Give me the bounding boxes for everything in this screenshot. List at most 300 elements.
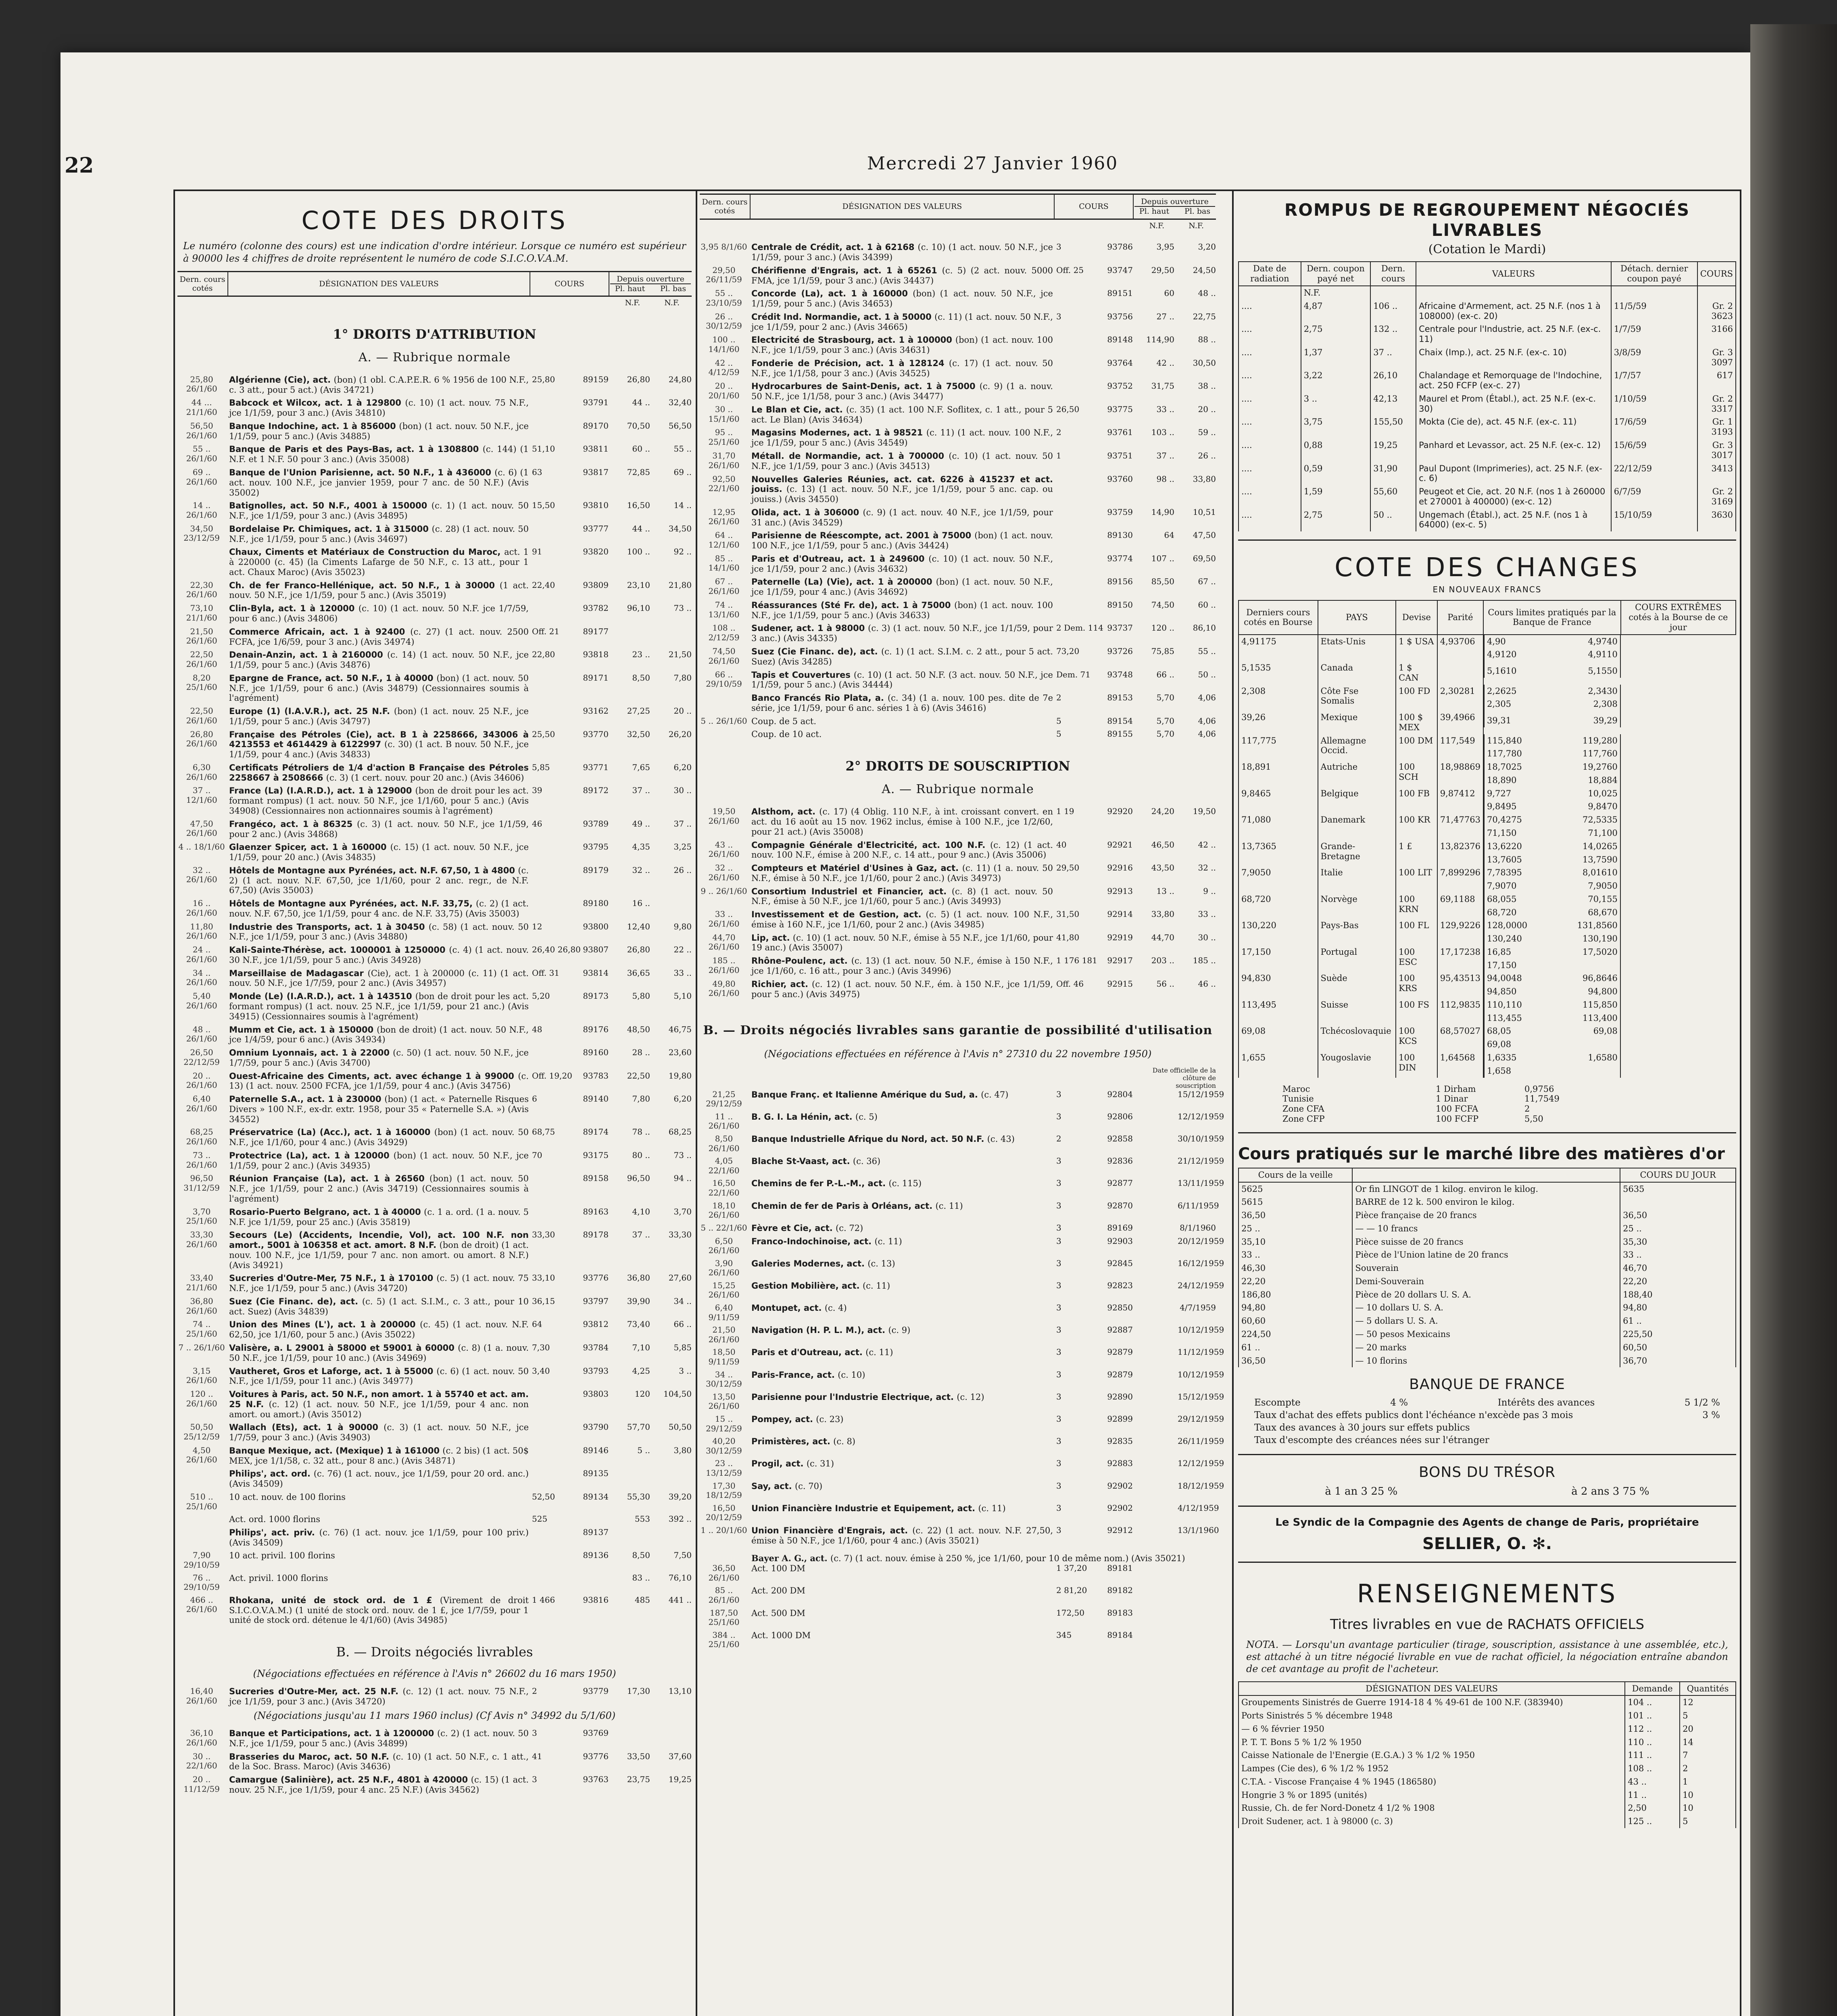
devise: 100 DM	[1396, 734, 1437, 761]
rens-demande: 110 ..	[1625, 1736, 1680, 1749]
extreme-low: 18,884	[1588, 775, 1618, 785]
last-quote: 3,90 26/1/60	[708, 1258, 740, 1278]
rens-name: Ports Sinistrés 5 % décembre 1948	[1239, 1709, 1625, 1722]
sicovam-code: 92917	[1107, 956, 1133, 966]
limit-low: 13,6220	[1487, 841, 1522, 851]
devise: 1 $ CAN	[1396, 661, 1437, 685]
designation	[229, 899, 529, 919]
cours-value: 525	[532, 1514, 548, 1524]
designation	[751, 1112, 1053, 1131]
extremes	[1484, 879, 1621, 893]
cours-veille: 22,20	[1239, 1275, 1352, 1288]
rens-header: Demande	[1625, 1682, 1680, 1696]
parite: 17,17238	[1437, 946, 1483, 972]
rens-demande: 108 ..	[1625, 1762, 1680, 1775]
zone-row	[1282, 1114, 1736, 1124]
high-value	[1136, 1156, 1174, 1175]
bons-value: 3 25 %	[1361, 1485, 1398, 1497]
empty-cell	[1611, 286, 1697, 300]
high-value: 83 ..	[632, 1572, 650, 1583]
extreme-high: 94,850	[1487, 987, 1517, 997]
high-value: 57,70	[627, 1422, 650, 1432]
low-value: 11/12/1959	[1178, 1347, 1224, 1357]
rens-demande: 101 ..	[1625, 1709, 1680, 1722]
security-name: Hôtels de Montagne aux Pyrénées, act. N.F. 33,75,	[229, 899, 476, 909]
high-value: 37 ..	[632, 785, 650, 796]
table-row	[177, 866, 692, 896]
security-detail: (c. 11)	[978, 1503, 1006, 1513]
high-value: 103 ..	[1151, 427, 1174, 437]
low-value: 66 ..	[673, 1319, 692, 1329]
last-quote: 14 .. 26/1/60	[186, 500, 217, 520]
changes-row	[1239, 1051, 1736, 1078]
cours-value: 22,40	[532, 580, 555, 590]
last-quote: 48 .. 26/1/60	[186, 1024, 217, 1044]
sicovam-code: 93764	[1107, 358, 1133, 368]
pays: Italie	[1318, 866, 1396, 893]
cours-cell	[532, 375, 609, 395]
security-detail: (c. 2 bis) (1 act. 50$ MEX, jce 1/1/58, c. 32 att., pour 8 anc.) (Avis 34871)	[229, 1445, 529, 1466]
last-quote: 74,50 26/1/60	[708, 646, 740, 666]
note-livrables-2: (Négociations jusqu'au 11 mars 1960 inclus) (Cf Avis n° 34992 du 5/1/60)	[253, 1710, 616, 1721]
designation	[751, 863, 1053, 883]
or-row	[1239, 1314, 1736, 1328]
detach-date: 11/5/59	[1611, 300, 1697, 323]
rompus-header: COURS	[1697, 262, 1736, 286]
security-detail: (c. 35) (1 act. 100 N.F. Soflitex, c. 1 att., pour 5 act. Le Blan) (Avis 34634)	[751, 404, 1053, 425]
last-quote: 20 .. 20/1/60	[708, 381, 740, 400]
rens-quantite: 2	[1680, 1762, 1736, 1775]
high-value: 36,65	[627, 968, 650, 978]
security-detail: (c. 11)	[862, 1281, 890, 1291]
sicovam-code: 92845	[1107, 1258, 1133, 1268]
security-name: Fonderie de Précision, act. 1 à 128124	[751, 358, 949, 368]
cours-cell	[1056, 863, 1133, 883]
designation	[751, 979, 1053, 1000]
table-row	[177, 1528, 692, 1548]
security-name: Parisienne de Réescompte, act. 2001 à 75000	[751, 531, 975, 541]
cours-cell	[532, 1174, 609, 1204]
security-detail: Act. 200 DM	[751, 1586, 805, 1596]
high-value: 56 ..	[1156, 979, 1174, 989]
sicovam-code: 89173	[583, 991, 609, 1001]
zone-row	[1282, 1084, 1736, 1094]
rens-row	[1239, 1749, 1736, 1762]
extreme-high: 17,150	[1487, 960, 1517, 970]
rompus-row	[1239, 369, 1736, 392]
zone-value: 5,50	[1524, 1114, 1543, 1124]
cours-cell	[532, 627, 609, 647]
cours-veille: 224,50	[1239, 1328, 1352, 1341]
sicovam-code: 89134	[583, 1491, 609, 1502]
security-name: Investissement et de Gestion, act.	[751, 910, 926, 920]
parite: 117,549	[1437, 734, 1483, 761]
low-value: 104,50	[663, 1389, 692, 1399]
detach-date: 1/7/57	[1611, 369, 1697, 392]
sicovam-code: 89170	[583, 421, 609, 431]
designation	[751, 405, 1053, 425]
low-value: 37,60	[668, 1751, 692, 1761]
book-spine	[1750, 24, 1837, 2016]
extreme-high: 18,890	[1487, 775, 1517, 785]
low-value: 7,50	[673, 1550, 692, 1560]
high-value: 44 ..	[632, 398, 650, 408]
empty-cell	[1697, 286, 1736, 300]
sicovam-code: 93820	[583, 547, 609, 557]
zone-devise: 100 FCFA	[1436, 1104, 1478, 1114]
cours-cell	[532, 581, 609, 601]
sicovam-code: 93760	[1107, 474, 1133, 484]
detach-date: 1/7/59	[1611, 323, 1697, 346]
cours-cell	[1056, 508, 1133, 528]
last-quote: 21,25 29/12/59	[706, 1089, 742, 1109]
cours-cell	[1056, 1437, 1133, 1456]
security-name: Union Financière d'Engrais, act.	[751, 1525, 913, 1535]
rows-livrables	[177, 1687, 692, 1707]
table-row	[700, 577, 1216, 597]
rompus-title: ROMPUS DE REGROUPEMENT NÉGOCIÉS LIVRABLES	[1284, 200, 1690, 240]
high-value: 37 ..	[632, 1230, 650, 1240]
last-quote: 510 .. 25/1/60	[186, 1491, 217, 1511]
high-value: 72,85	[627, 467, 650, 477]
zone-value: 11,7549	[1524, 1094, 1560, 1104]
cours-cell	[532, 1207, 609, 1227]
security-detail: (bon) (1 act. nouv. 50 N.F., jce 1/1/59, pour 2 anc.) (Avis 34719) (Cessionnaires soumis à l'agrément)	[229, 1174, 529, 1204]
designation	[229, 1752, 529, 1772]
limit-high: 10,025	[1588, 788, 1618, 798]
designation	[229, 468, 529, 498]
low-value: 10/12/1959	[1178, 1369, 1224, 1379]
or-item: — 50 pesos Mexicains	[1355, 1329, 1451, 1339]
dern-cours: 39,26	[1239, 711, 1318, 734]
dern-cours: 13,7365	[1239, 840, 1318, 866]
last-quote: 64 .. 12/1/60	[708, 530, 740, 550]
low-value: 50,50	[668, 1422, 692, 1432]
low-value: 42 ..	[1198, 839, 1216, 850]
low-value: 69,50	[1193, 553, 1216, 563]
security-name: Frangéco, act. 1 à 86325	[229, 819, 357, 829]
security-name: Lip, act.	[751, 933, 793, 943]
last-quote: 66 .. 29/10/59	[706, 669, 742, 689]
cours-cell	[532, 1151, 609, 1171]
rens-name: Russie, Ch. de fer Nord-Donetz 4 1/2 % 1908	[1239, 1801, 1625, 1815]
table-row	[177, 1551, 692, 1570]
devise: 100 ESC	[1396, 946, 1437, 972]
bdf-value-2: 5 1/2 %	[1684, 1397, 1720, 1408]
cours-jour: 188,40	[1620, 1288, 1736, 1302]
last-quote: 8,20 25/1/60	[186, 673, 217, 692]
security-name: Valisère, a. L 29001 à 58000 et 59001 à 60000	[229, 1343, 458, 1353]
last-quote: 96,50 31/12/59	[183, 1173, 220, 1193]
rubrique-livrables: B. — Droits négociés livrables	[336, 1644, 533, 1660]
cours-cell	[532, 1048, 609, 1068]
security-detail: (c. 27) (1 act. nouv. 2500 FCFA, jce 1/6/59, pour 3 anc.) (Avis 34974)	[229, 627, 529, 647]
last-quote: 5 .. 22/1/60	[701, 1223, 747, 1233]
low-value: 48 ..	[1198, 288, 1216, 298]
sicovam-code: 93776	[583, 1273, 609, 1283]
cours-value: 3	[1056, 242, 1061, 252]
low-value: 9 ..	[1203, 886, 1216, 896]
security-detail: (c. 10) (1 act. nouv. 50 N.F. jce 1/7/59, pour 6 anc.) (Avis 34806)	[229, 604, 529, 623]
low-value: 33,30	[668, 1230, 692, 1240]
designation	[229, 1366, 529, 1387]
table-row	[177, 398, 692, 418]
sicovam-code: 92883	[1107, 1458, 1133, 1468]
table-row	[700, 1503, 1219, 1522]
security-name: Concorde (La), act. 1 à 160000	[751, 289, 913, 299]
limit-low: 110,110	[1487, 1000, 1522, 1010]
high-value	[1136, 1414, 1174, 1433]
last-quote: 32 .. 26/1/60	[186, 865, 217, 885]
table-row	[700, 508, 1216, 528]
cours-veille: 94,80	[1239, 1301, 1352, 1314]
pays: Belgique	[1318, 787, 1396, 814]
cours-cell	[532, 1775, 609, 1795]
table-row	[700, 381, 1216, 402]
table-row	[700, 1608, 1216, 1627]
security-detail: (c. 10) (1 act. nouv. 50 N.F., jce 1/1/59, pour 3 anc.) (Avis 34513)	[751, 451, 1053, 471]
cours-group	[1697, 439, 1736, 462]
high-value: 17,30	[627, 1686, 650, 1696]
limit-low: 68,05	[1487, 1026, 1512, 1036]
dern-cours: 5,1535	[1239, 661, 1318, 685]
designation	[751, 1325, 1053, 1344]
limit-low: 18,7025	[1487, 762, 1522, 772]
extreme-low: 113,400	[1582, 1013, 1618, 1023]
designation	[751, 1459, 1053, 1478]
low-value: 37 ..	[673, 818, 692, 829]
security-detail: (c. 11) (1 act. nouv. 100 N.F., jce 1/1/59, pour 5 anc.) (Avis 34549)	[751, 428, 1053, 448]
last-quote: 55 .. 23/10/59	[706, 288, 742, 308]
designation	[751, 1504, 1053, 1522]
extreme-low: 4,9110	[1588, 650, 1618, 660]
rens-quantite: 10	[1680, 1801, 1736, 1815]
coupon-net: 2,75	[1301, 323, 1371, 346]
table-row	[177, 842, 692, 862]
sicovam-code: 93748	[1107, 669, 1133, 679]
rens-quantite: 5	[1680, 1709, 1736, 1722]
last-quote: 34 .. 26/1/60	[186, 968, 217, 987]
low-value: 441 ..	[668, 1595, 692, 1605]
parite	[1437, 661, 1483, 685]
high-value: 23,10	[627, 580, 650, 590]
cours-cell	[1056, 670, 1133, 690]
sicovam-code: 93761	[1107, 427, 1133, 437]
low-value: 94 ..	[673, 1173, 692, 1183]
cours-value: 3	[1056, 1481, 1061, 1491]
detach-date: 17/6/59	[1611, 415, 1697, 439]
note-livrables: (Négociations effectuées en référence à l'Avis n° 26602 du 16 mars 1950)	[253, 1668, 616, 1679]
last-quote: 21,50 26/1/60	[708, 1325, 740, 1344]
or-row	[1239, 1275, 1736, 1288]
extreme-low: 130,190	[1582, 934, 1618, 944]
limits	[1484, 919, 1621, 932]
last-quote: 69 .. 26/1/60	[186, 467, 217, 487]
or-item: — 10 florins	[1355, 1356, 1407, 1366]
cours-cell	[1056, 1564, 1133, 1583]
table-row	[700, 1414, 1224, 1433]
low-value: 47,50	[1193, 530, 1216, 540]
security-detail: (c. 12) (1 act. nouv. 100 N.F., émise à 200 N.F., c. 14 att., pour 9 anc.) (Avis 35006)	[751, 840, 1053, 860]
security-name: Industrie des Transports, act. 1 à 30450	[229, 922, 429, 932]
valeur: Maurel et Prom (Établ.), act. 25 N.F. (ex-c. 30)	[1416, 392, 1611, 416]
sicovam-code: 89154	[1107, 716, 1133, 726]
table-row	[700, 863, 1216, 883]
cours-value: 172,50	[1056, 1608, 1084, 1618]
low-value: 24,80	[668, 374, 692, 384]
dern-cours: 132 ..	[1370, 323, 1416, 346]
designation	[751, 475, 1053, 504]
parite: 69,1188	[1437, 893, 1483, 919]
last-quote: 108 .. 2/12/59	[708, 623, 740, 643]
cours-cell	[532, 673, 609, 703]
designation	[229, 1389, 529, 1419]
cours-value: 3	[1056, 1258, 1061, 1268]
dern-cours: 130,220	[1239, 919, 1318, 946]
table-row	[177, 547, 692, 577]
cours-cell	[532, 786, 609, 816]
dern-cours: 68,720	[1239, 893, 1318, 919]
group-label: Gr. 2	[1712, 301, 1733, 311]
cours-value: 1 19	[1056, 806, 1074, 816]
low-value: 19,25	[668, 1774, 692, 1785]
table-row	[177, 1595, 692, 1625]
security-name: Centrale de Crédit, act. 1 à 62168	[751, 242, 918, 252]
designation	[751, 1586, 1053, 1605]
security-detail: (c. 30) (1 act. B nouv. 50 N.F., jce 1/1/59, pour 4 anc.) (Avis 34833)	[229, 739, 529, 760]
designation	[751, 1259, 1053, 1278]
security-name: Tapis et Couvertures	[751, 670, 854, 680]
sicovam-code: 89148	[1107, 335, 1133, 345]
last-quote: 6,50 26/1/60	[708, 1236, 740, 1256]
designation	[751, 428, 1053, 448]
cours-cell	[532, 398, 609, 418]
sicovam-code: 93786	[1107, 242, 1133, 252]
table-row	[177, 1174, 692, 1204]
changes-row	[1239, 893, 1736, 919]
designation	[229, 866, 529, 896]
extreme-low: 68,670	[1588, 907, 1618, 917]
table-row	[700, 266, 1216, 286]
limit-low: 115,840	[1487, 735, 1522, 746]
last-quote	[177, 547, 226, 577]
header-pl-bas: Pl. bas	[1184, 207, 1211, 216]
table-row	[177, 421, 692, 442]
table-row	[177, 730, 692, 760]
group-label: Gr. 3	[1712, 440, 1733, 450]
designation	[229, 1775, 529, 1795]
sicovam-code: 92919	[1107, 932, 1133, 942]
cours-cell	[532, 991, 609, 1021]
high-value	[1136, 1437, 1174, 1456]
security-detail: (bon) (1 act. nouv. 50 N.F., jce 1/1/59, pour 2 anc.) (Avis 34935)	[229, 1150, 529, 1170]
limits	[1484, 866, 1621, 879]
cours-value: Off. 31	[532, 968, 560, 978]
security-detail: (c. 2) (1 act. nouv. 50 N.F., jce 1/1/59, pour 5 anc.) (Avis 34899)	[229, 1728, 529, 1748]
high-value: 33,50	[627, 1751, 650, 1761]
high-value: 36,80	[627, 1273, 650, 1283]
low-value	[653, 627, 692, 647]
cours-group	[1697, 346, 1736, 369]
security-name: Union des Mines (L'), act. 1 à 200000	[229, 1320, 420, 1330]
cours-cell	[1056, 1392, 1133, 1411]
high-value	[1136, 1459, 1174, 1478]
security-detail: (c. 1) (1 act. S.I.M. c. 2 att., pour 5 act. Suez) (Avis 34285)	[751, 647, 1053, 666]
limits	[1484, 734, 1621, 748]
limits	[1484, 893, 1621, 906]
table-row	[700, 1325, 1224, 1344]
low-value: 23,60	[668, 1048, 692, 1058]
bons-title: BONS DU TRÉSOR	[1418, 1464, 1556, 1481]
cours-cell	[532, 1127, 609, 1148]
bdf-label-2: Intérêts des avances	[1497, 1397, 1595, 1408]
rompus-subtitle: (Cotation le Mardi)	[1428, 242, 1546, 257]
sicovam-code: 89135	[583, 1468, 609, 1479]
bdf-label: Taux d'achat des effets publics dont l'échéance n'excède pas 3 mois	[1254, 1410, 1573, 1420]
dern-cours: 106 ..	[1370, 300, 1416, 323]
security-detail: (bon) (1 act. nouv. 50 N.F., jce 1/1/59, pour 4 anc.) (Avis 34692)	[751, 577, 1053, 597]
cours-value: 40	[1056, 839, 1067, 850]
table-row	[177, 1573, 692, 1592]
table-row	[177, 786, 692, 816]
rens-quantite: 20	[1680, 1722, 1736, 1736]
cours-cell	[532, 1297, 609, 1317]
security-detail: (c. 47)	[981, 1089, 1009, 1100]
rompus-row	[1239, 439, 1736, 462]
parite: 95,43513	[1437, 972, 1483, 998]
high-value: 100 ..	[627, 547, 650, 557]
cours-group	[1697, 369, 1736, 392]
or-row	[1239, 1195, 1736, 1209]
table-row	[700, 1347, 1224, 1367]
changes-row	[1239, 998, 1736, 1025]
security-detail: (c. 9) (1 act. nouv. 40 N.F., jce 1/1/59, pour 31 anc.) (Avis 34529)	[751, 507, 1053, 527]
last-quote: 85 .. 26/1/60	[708, 1585, 740, 1605]
security-name: Wallach (Ets), act. 1 à 90000	[229, 1422, 384, 1433]
or-row	[1239, 1182, 1736, 1196]
designation	[229, 1025, 529, 1045]
security-detail: (bon) (1 act. nouv. 100 N.F., jce 1/1/59, pour 5 anc.) (Avis 34633)	[751, 600, 1053, 620]
security-name: Brasseries du Maroc, act. 50 N.F.	[229, 1752, 393, 1762]
extreme-low: 94,800	[1588, 987, 1618, 997]
designation	[229, 1343, 529, 1363]
pays: Grande-Bretagne	[1318, 840, 1396, 866]
cours-value: 36,15	[532, 1296, 555, 1306]
low-value: 29/12/1959	[1178, 1414, 1224, 1424]
sicovam-code: 92850	[1107, 1303, 1133, 1313]
low-value	[653, 1729, 692, 1749]
low-value: 20 ..	[1198, 404, 1216, 414]
sicovam-code: 89177	[583, 626, 609, 636]
security-detail: (c. 10) (1 act. nouv. 75 N.F., jce 1/1/59, pour 3 anc.) (Avis 34810)	[229, 398, 529, 418]
designation	[229, 1687, 529, 1707]
cours-cell	[532, 842, 609, 862]
sicovam-code: 92870	[1107, 1200, 1133, 1210]
rens-quantite: 10	[1680, 1789, 1736, 1802]
extremes	[1484, 714, 1621, 727]
sicovam-code: 92879	[1107, 1347, 1133, 1357]
extreme-high: 5,1610	[1487, 666, 1517, 676]
rens-header: DÉSIGNATION DES VALEURS	[1239, 1682, 1625, 1696]
high-value: 27 ..	[1156, 311, 1174, 321]
rompus-header: Dern. coupon payé net	[1301, 262, 1371, 286]
rows-livrables-souscr	[700, 1089, 1224, 1546]
extremes	[1484, 985, 1621, 998]
last-quote: 34,50 23/12/59	[183, 523, 220, 543]
last-quote: 3,95 8/1/60	[701, 242, 747, 252]
bdf-line	[1254, 1435, 1720, 1446]
last-quote: 95 .. 25/1/60	[708, 427, 740, 447]
